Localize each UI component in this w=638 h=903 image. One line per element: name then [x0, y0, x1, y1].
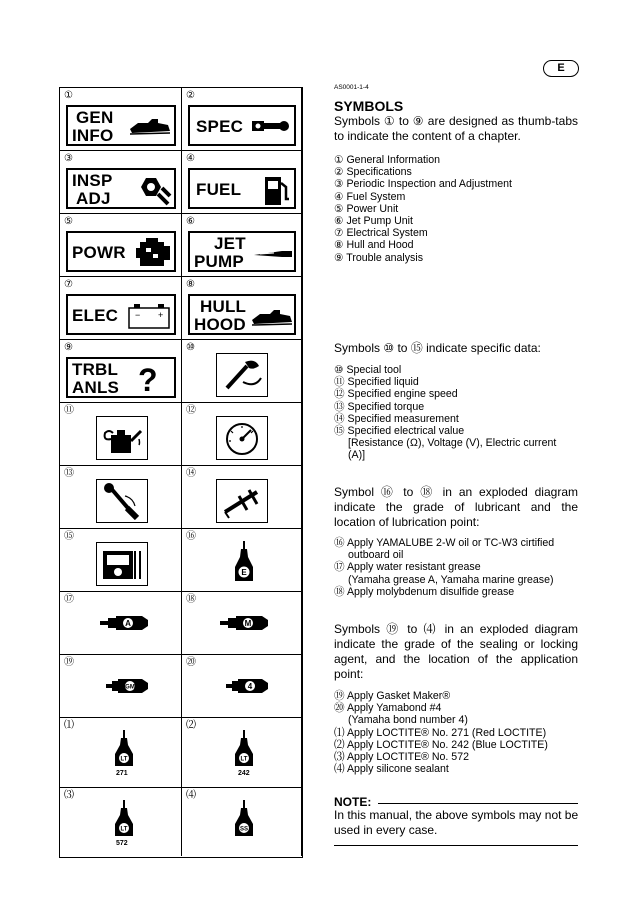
sealant-tube-icon: [104, 675, 152, 697]
cell-number: ⑤: [64, 216, 73, 227]
cell-loctite-242: [182, 718, 302, 788]
multimeter-icon: [99, 545, 145, 583]
svg-text:−: −: [135, 310, 141, 320]
oil-bottle-icon: [232, 539, 256, 585]
list-item: ⑶ Apply LOCTITE® No. 572: [334, 751, 469, 764]
sealant-tube-icon: [224, 675, 272, 697]
tab-label-line1: POWR: [72, 243, 126, 262]
note-text: In this manual, the above symbols may not be used in every case.: [334, 808, 579, 837]
cell-number: ⑯: [186, 531, 196, 542]
list-item: ⑫ Specified engine speed: [334, 388, 458, 401]
cell-spec: [182, 88, 302, 151]
symbol-grid: [59, 87, 303, 858]
cell-jet-pump: [182, 214, 302, 277]
cell-number: ⑲: [64, 657, 74, 668]
thumb-tab: [66, 168, 176, 209]
chapter-list: [334, 154, 584, 264]
thumb-tab: [66, 357, 176, 398]
cell-number: ⑷: [186, 790, 196, 801]
list-item: [Resistance (Ω), Voltage (V), Electric current: [348, 437, 557, 450]
list-item: ⑱ Apply molybdenum disulfide grease: [334, 585, 515, 598]
section-title: SYMBOLS: [334, 98, 404, 114]
wrench-spec-icon: [250, 115, 290, 137]
symbol-frame: [96, 479, 148, 523]
thumb-tab: [66, 105, 176, 146]
list-item: ⑮ Specified electrical value: [334, 425, 465, 438]
bottle-mark: LT: [240, 756, 248, 763]
jet-ski-hull-icon: [250, 308, 294, 328]
list-item: ① General Information: [334, 154, 441, 166]
cell-specified-measurement: [182, 466, 302, 529]
list-item: ⑦ Electrical System: [334, 227, 428, 240]
tab-label-line1: SPEC: [196, 117, 244, 136]
thumb-tab: [188, 168, 296, 209]
tab-label-line2: ANLS: [72, 378, 120, 397]
special-tool-icon: [219, 356, 265, 394]
note-rule: [378, 803, 578, 804]
bottle-caption: 242: [238, 770, 250, 777]
cell-number: ⑦: [64, 279, 73, 290]
list-item: ⑲ Apply Gasket Maker®: [334, 690, 451, 702]
list-item: (A)]: [348, 449, 366, 462]
list-item: ② Specifications: [334, 166, 412, 179]
data-list: [334, 364, 584, 462]
data-intro: Symbols ⑩ to ⑮ indicate specific data:: [334, 341, 541, 355]
cell-powr: [60, 214, 182, 277]
list-item: ⑧ Hull and Hood: [334, 239, 414, 252]
svg-text:?: ?: [138, 363, 158, 395]
list-item: ⑥ Jet Pump Unit: [334, 215, 413, 228]
symbol-frame: [216, 416, 268, 460]
cell-hull-hood: [182, 277, 302, 340]
section-code: AS0001-1-4: [334, 84, 369, 91]
bottle-caption: 271: [116, 770, 128, 777]
tube-mark: 4: [247, 682, 253, 691]
cell-number: ⑭: [186, 468, 196, 479]
loctite-bottle-icon: [112, 728, 136, 768]
cell-number: ⑨: [64, 342, 73, 353]
tab-label-line1: JET: [214, 234, 246, 253]
list-item: outboard oil: [348, 549, 404, 562]
cell-molybdenum-grease: [182, 592, 302, 655]
cell-number: ⑰: [64, 594, 74, 605]
cell-two-stroke-oil: [182, 529, 302, 592]
jet-ski-icon: [128, 117, 172, 137]
symbol-frame: [216, 353, 268, 397]
cell-specified-torque: [60, 466, 182, 529]
tab-label-line1: TRBL: [72, 360, 119, 379]
list-item: ⑤ Power Unit: [334, 202, 399, 215]
cell-fuel: [182, 151, 302, 214]
cell-number: ⑫: [186, 405, 196, 416]
list-item: ⑴ Apply LOCTITE® No. 271 (Red LOCTITE): [334, 726, 547, 739]
cell-yamabond: [182, 655, 302, 718]
tube-mark: A: [125, 619, 131, 628]
cell-specified-liquid: [60, 403, 182, 466]
cell-number: ①: [64, 90, 73, 101]
cell-number: ③: [64, 153, 73, 164]
list-item: ⑪ Specified liquid: [334, 376, 419, 389]
question-mark-icon: [134, 363, 164, 395]
bottle-mark: LT: [120, 826, 128, 833]
lube-intro: Symbol ⑯ to ⑱ in an exploded diagram indicate the grade of lubricant and the location of lubrication point:: [334, 485, 578, 529]
grease-tube-icon: [218, 612, 272, 634]
cell-number: ⑴: [64, 720, 74, 731]
note-heading: NOTE:: [334, 795, 372, 809]
jet-nozzle-icon: [252, 245, 294, 263]
note-bottom-rule: [334, 845, 578, 846]
tab-label-line2: HOOD: [194, 315, 246, 334]
cell-gasket-maker: [60, 655, 182, 718]
seal-list: [334, 690, 584, 775]
cell-number: ⑶: [64, 790, 74, 801]
tab-label-line1: FUEL: [196, 180, 242, 199]
thumb-tab: [66, 231, 176, 272]
symbol-frame: [96, 416, 148, 460]
cell-water-resistant-grease: [60, 592, 182, 655]
cell-number: ⑥: [186, 216, 195, 227]
cell-number: ②: [186, 90, 195, 101]
oil-can-icon: [99, 419, 145, 457]
symbol-frame: [96, 542, 148, 586]
bottle-mark: E: [241, 568, 247, 577]
tab-label-line2: INFO: [72, 126, 114, 145]
cell-loctite-271: [60, 718, 182, 788]
lube-list: [334, 537, 584, 598]
fuel-pump-icon: [262, 173, 292, 207]
cell-engine-speed: [182, 403, 302, 466]
cell-number: ⑮: [64, 531, 74, 542]
list-item: ⑭ Specified measurement: [334, 412, 459, 425]
list-item: ⑩ Special tool: [334, 364, 402, 376]
list-item: ③ Periodic Inspection and Adjustment: [334, 178, 512, 191]
cell-number: ⑱: [186, 594, 196, 605]
svg-text:+: +: [158, 310, 164, 320]
list-item: ⑰ Apply water resistant grease: [334, 561, 481, 574]
thumb-tab: [188, 231, 296, 272]
cell-number: ⑪: [64, 405, 74, 416]
cell-electrical-value: [60, 529, 182, 592]
tab-label-line1: INSP: [72, 171, 113, 190]
list-item: ④ Fuel System: [334, 190, 406, 203]
loctite-bottle-icon: [112, 798, 136, 838]
list-item: ⑨ Trouble analysis: [334, 251, 423, 264]
list-item: (Yamaha grease A, Yamaha marine grease): [348, 573, 554, 586]
symbol-frame: [216, 479, 268, 523]
caliper-icon: [219, 482, 265, 520]
tab-label-line1: HULL: [200, 297, 247, 316]
list-item: ⑬ Specified torque: [334, 400, 425, 413]
thumb-tab: [66, 294, 176, 335]
list-item: ⑷ Apply silicone sealant: [334, 763, 449, 776]
cell-loctite-572: [60, 788, 182, 856]
page-badge: E: [543, 60, 579, 77]
cell-number: ⑬: [64, 468, 74, 479]
list-item: ⑯ Apply YAMALUBE 2-W oil or TC-W3 cirtified: [334, 537, 555, 549]
loctite-bottle-icon: [232, 728, 256, 768]
cell-elec: [60, 277, 182, 340]
tab-label-line2: PUMP: [194, 252, 244, 271]
cell-number: ⑵: [186, 720, 196, 731]
cell-number: ⑧: [186, 279, 195, 290]
nut-wrench-icon: [132, 174, 172, 206]
cell-trbl-anls: [60, 340, 182, 403]
cell-insp-adj: [60, 151, 182, 214]
tachometer-icon: [221, 419, 263, 457]
cell-number: ⑩: [186, 342, 195, 353]
tube-mark: M: [244, 619, 252, 628]
list-item: ⑵ Apply LOCTITE® No. 242 (Blue LOCTITE): [334, 738, 548, 751]
cell-number: ⑳: [186, 657, 196, 668]
cell-number: ④: [186, 153, 195, 164]
thumb-tab: [188, 105, 296, 146]
list-item: (Yamaha bond number 4): [348, 714, 468, 727]
thumb-tab: [188, 294, 296, 335]
tab-label-line1: ELEC: [72, 306, 119, 325]
list-item: ⑳ Apply Yamabond #4: [334, 702, 442, 715]
bottle-caption: 572: [116, 840, 128, 847]
grease-tube-icon: [98, 612, 152, 634]
cell-special-tool: [182, 340, 302, 403]
intro-paragraph: Symbols ① to ⑨ are designed as thumb-tabs to indicate the content of a chapter.: [334, 114, 578, 143]
bottle-mark: LT: [120, 756, 128, 763]
torque-wrench-icon: [99, 482, 145, 520]
engine-icon: [134, 236, 172, 270]
silicone-bottle-icon: [232, 798, 256, 838]
cell-gen-info: [60, 88, 182, 151]
tab-label-line1: GEN: [76, 108, 114, 127]
bottle-mark: SS: [239, 826, 249, 833]
battery-icon: [126, 300, 172, 330]
seal-intro: Symbols ⑲ to ⑷ in an exploded diagram indicate the grade of the sealing or locking agent, and the location of the application point:: [334, 622, 578, 681]
cell-silicone-sealant: [182, 788, 302, 856]
tube-mark: GM: [125, 684, 135, 691]
tab-label-line2: ADJ: [76, 189, 111, 208]
